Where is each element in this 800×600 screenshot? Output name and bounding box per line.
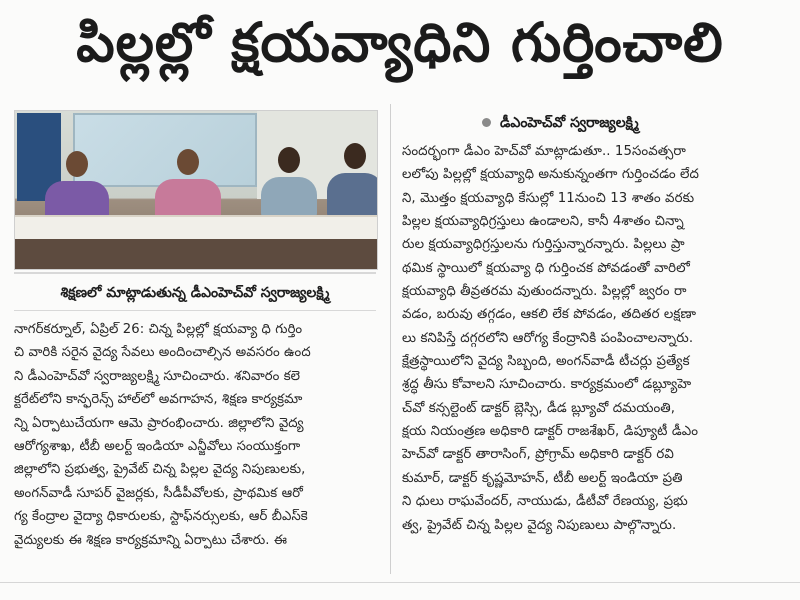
right-line-1: సందర్భంగా డీఎం హెచ్‌వో మాట్లాడుతూ.. 15సంవత్సరా [402, 144, 686, 159]
caption-rule-top [14, 272, 376, 274]
right-line-7: క్షయవ్యాధి తీవ్రతరమ వుతుందన్నారు. పిల్లల్లో జ్వరం రా [402, 284, 687, 300]
right-line-4: పిల్లల క్షయవ్యాధిగ్రస్తులు ఉండాలని, కానీ 4శాతం చిన్నా [402, 214, 684, 230]
right-column [402, 140, 786, 537]
left-line-2: చి వారికి సరైన వైద్య సేవలు అందించాల్సిన అవసరం ఉంద [14, 345, 311, 361]
right-line-10: క్షేత్రస్థాయిలోని వైద్య సిబ్బంది, అంగన్‌వాడీ టీచర్లు ప్రత్యేక [402, 354, 690, 370]
left-line-7: జిల్లాలోని ప్రభుత్వ, ప్రైవేట్ చిన్న పిల్లల వైద్య నిపుణులకు, [14, 462, 306, 478]
right-line-13: క్షయ నియంత్రణ అధికారి డాక్టర్ రాజశేఖర్, డిప్యూటీ డీఎం [402, 424, 699, 440]
left-line-5: న్ని ఏర్పాటుచేయగా ఆమె ప్రారంభించారు. జిల్లాలోని వైద్య [14, 415, 304, 431]
headline: పిల్లల్లో క్షయవ్యాధిని గుర్తించాలి [76, 11, 724, 74]
left-line-3: ని డీఎంహెచ్‌వో స్వరాజ్యలక్ష్మి సూచించారు. శనివారం కలె [14, 368, 301, 384]
left-line-4: క్టరేట్‌లోని కాన్ఫరెన్స్ హాల్‌లో అవగాహన, శిక్షణ కార్యక్రమా [14, 392, 303, 408]
right-line-11: శ్రద్ధ తీసు కోవాలని సూచించారు. కార్యక్రమంలో డబ్ల్యూహె [402, 377, 692, 393]
right-line-5: రుల క్షయవ్యాధిగ్రస్తులను గుర్తిస్తున్నారన్నారు. పిల్లలు ప్రా [402, 237, 685, 253]
bullet-icon [482, 118, 491, 127]
right-line-15: కుమార్, డాక్టర్ కృష్ణమోహన్, టీబీ అలర్ట్ ఇండియా ప్రతి [402, 470, 683, 486]
left-line-10: వైద్యులకు ఈ శిక్షణ కార్యక్రమాన్ని ఏర్పాటు చేశారు. ఈ [14, 532, 288, 548]
photo-table [15, 215, 377, 241]
left-line-1: నాగర్‌కర్నూల్, ఏప్రిల్ 26: చిన్న పిల్లల్లో క్షయవ్యా ధి గుర్తిం [14, 322, 303, 337]
photo-person-4 [327, 173, 378, 219]
bottom-rule [0, 582, 800, 583]
caption-rule-bottom [14, 310, 376, 311]
right-line-2: లలోపు పిల్లల్లో క్షయవ్యాధి అనుకున్నంతగా గుర్తించడం లేద [402, 167, 700, 183]
right-line-14: హెచ్‌వో డాక్టర్ తారాసింగ్, ప్రోగ్రామ్ అధికారి డాక్టర్ రవి [402, 447, 674, 463]
left-line-8: అంగన్‌వాడీ సూపర్ వైజర్లకు, సీడీపీవోలకు, ప్రాథమిక ఆరో [14, 485, 303, 501]
photo-person-3 [261, 177, 317, 219]
photo-table-front [15, 239, 377, 269]
right-line-16: ని ధులు రాఘవేందర్, నాయుడు, డీటీవో రేణయ్య, ప్రభు [402, 494, 688, 510]
left-line-6: ఆరోగ్యశాఖ, టీబీ అలర్ట్ ఇండియా ఎన్జీవోలు సంయుక్తంగా [14, 438, 301, 454]
column-divider [390, 104, 391, 574]
right-line-9: లు కనిపిస్తే దగ్గరలోని ఆరోగ్య కేంద్రానికి పంపించాలన్నారు. [402, 330, 694, 346]
left-column [14, 318, 380, 552]
right-line-8: వడం, బరువు తగ్గడం, ఆకలి లేక పోవడం, తదితర లక్షణా [402, 307, 697, 323]
photo-projector-screen [73, 113, 257, 187]
event-photo [14, 110, 378, 270]
byline: డీఎంహెచ్‌వో స్వరాజ్యలక్ష్మి [500, 115, 639, 131]
right-line-3: ని, మొత్తం క్షయవ్యాధి కేసుల్లో 11నుంచి 13 శాతం వరకు [402, 190, 695, 206]
right-line-17: త్వ, ప్రైవేట్ చిన్న పిల్లల వైద్య నిపుణులు పాల్గొన్నారు. [402, 517, 677, 533]
right-line-12: చ్‌వో కన్సల్టెంట్ డాక్టర్ బ్లెస్సి, డీడ బ్ల్యూవో దమయంతి, [402, 400, 676, 416]
right-line-6: థమిక స్థాయిలో క్షయవ్యా ధి గుర్తించక పోవడంతో వారిలో [402, 260, 690, 276]
left-line-9: గ్య కేంద్రాల వైద్యా ధికారులకు, స్టాఫ్‌నర్సులకు, ఆర్ బీఎస్‌కె [14, 509, 308, 525]
photo-caption: శిక్షణలో మాట్లాడుతున్న డీఎంహెచ్‌వో స్వరాజ్యలక్ష్మి [60, 285, 330, 301]
